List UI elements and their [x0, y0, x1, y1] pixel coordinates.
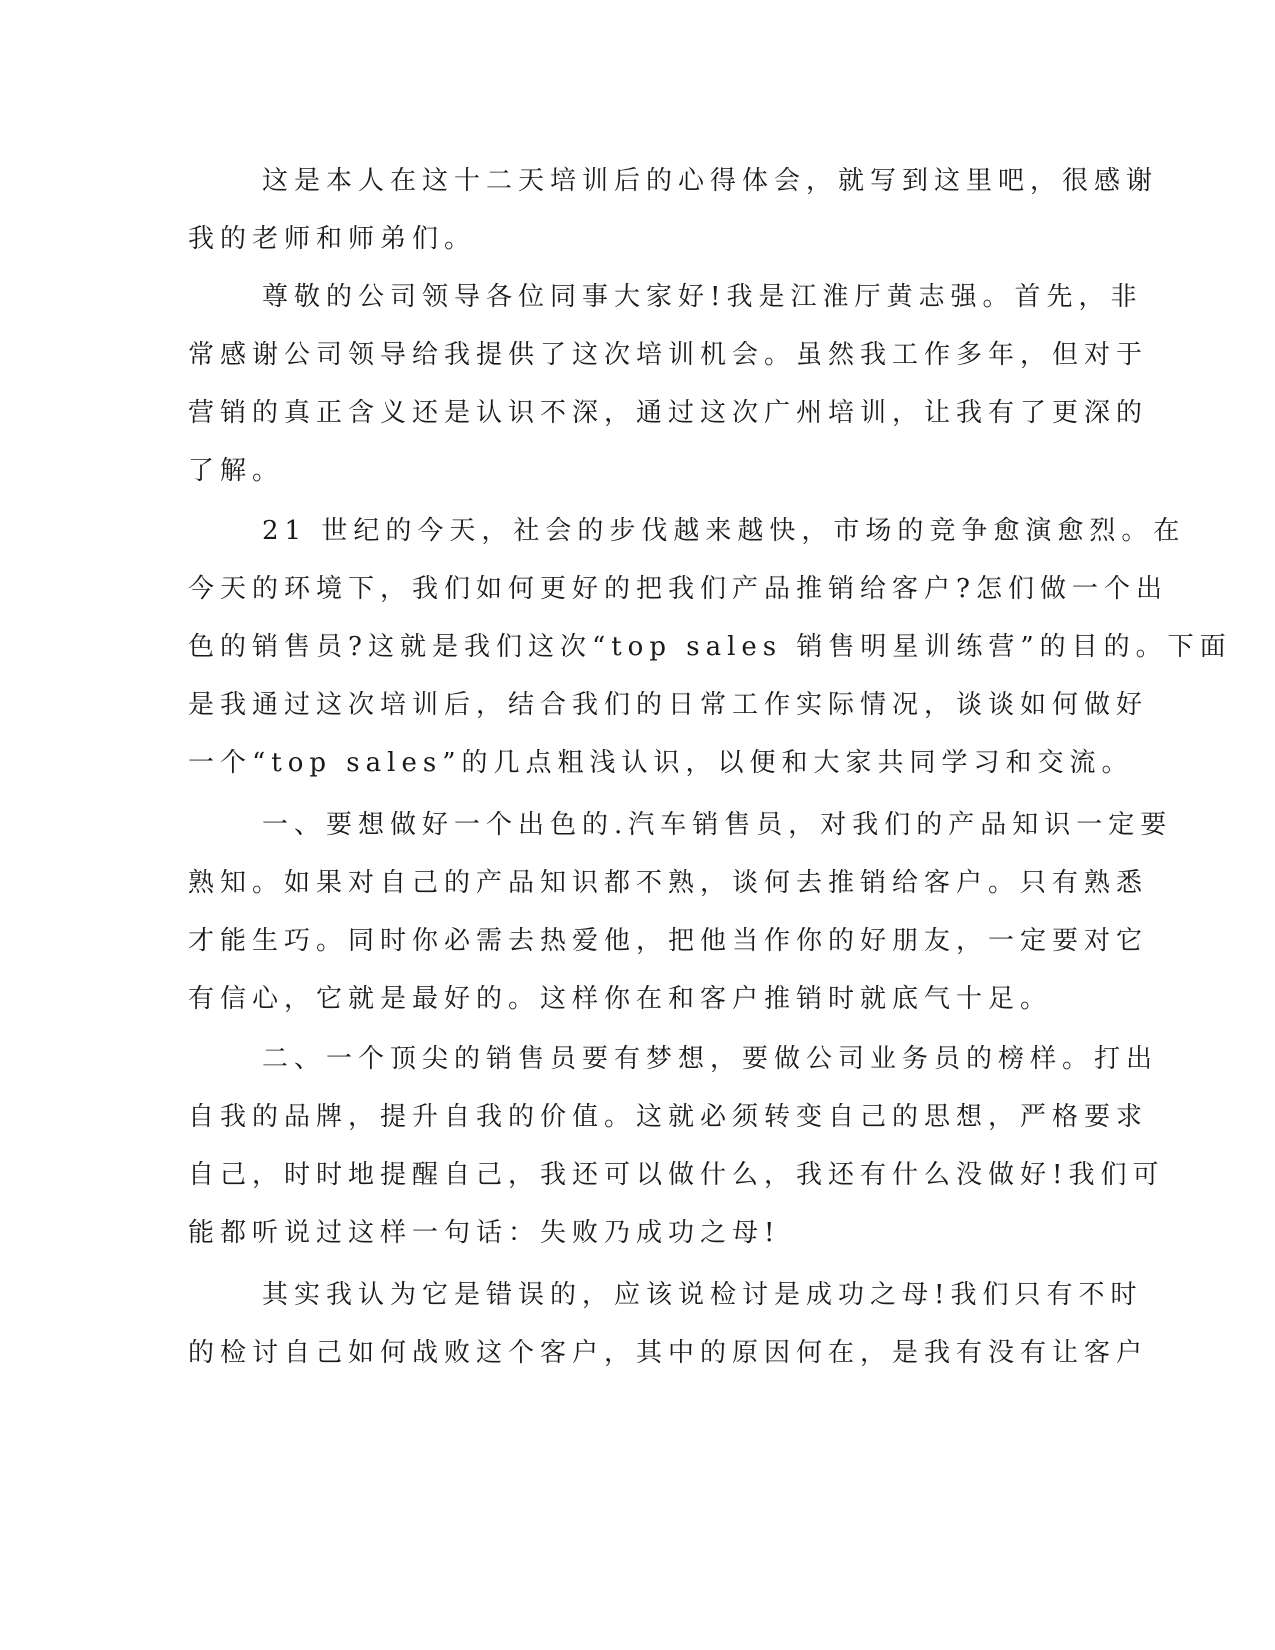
text-line: 常感谢公司领导给我提供了这次培训机会。虽然我工作多年，但对于	[188, 340, 1149, 370]
text-line: 自己，时时地提醒自己，我还可以做什么，我还有什么没做好!我们可	[188, 1160, 1165, 1190]
text-line: 其实我认为它是错误的，应该说检讨是成功之母!我们只有不时	[262, 1280, 1143, 1310]
text-line: 是我通过这次培训后，结合我们的日常工作实际情况，谈谈如何做好	[188, 690, 1149, 720]
text-line: 的检讨自己如何战败这个客户，其中的原因何在，是我有没有让客户	[188, 1338, 1149, 1368]
text-line: 21 世纪的今天，社会的步伐越来越快，市场的竞争愈演愈烈。在	[262, 516, 1186, 546]
text-line: 能都听说过这样一句话：失败乃成功之母!	[188, 1218, 781, 1248]
text-line: 有信心，它就是最好的。这样你在和客户推销时就底气十足。	[188, 984, 1053, 1014]
text-line: 营销的真正含义还是认识不深，通过这次广州培训，让我有了更深的	[188, 398, 1149, 428]
text-line: 熟知。如果对自己的产品知识都不熟，谈何去推销给客户。只有熟悉	[188, 868, 1149, 898]
text-line: 了解。	[188, 456, 285, 486]
text-line: 这是本人在这十二天培训后的心得体会，就写到这里吧，很感谢	[262, 166, 1159, 196]
text-line: 一、要想做好一个出色的.汽车销售员，对我们的产品知识一定要	[262, 810, 1173, 840]
text-line: 才能生巧。同时你必需去热爱他，把他当作你的好朋友，一定要对它	[188, 926, 1149, 956]
text-line: 自我的品牌，提升自我的价值。这就必须转变自己的思想，严格要求	[188, 1102, 1149, 1132]
text-line: 一个“top sales”的几点粗浅认识，以便和大家共同学习和交流。	[188, 748, 1134, 778]
text-line: 色的销售员?这就是我们这次“top sales 销售明星训练营”的目的。下面	[188, 632, 1232, 662]
text-line: 今天的环境下，我们如何更好的把我们产品推销给客户?怎们做一个出	[188, 574, 1168, 604]
text-line: 我的老师和师弟们。	[188, 224, 477, 254]
text-line: 尊敬的公司领导各位同事大家好!我是江淮厅黄志强。首先，非	[262, 282, 1143, 312]
text-line: 二、一个顶尖的销售员要有梦想，要做公司业务员的榜样。打出	[262, 1044, 1159, 1074]
